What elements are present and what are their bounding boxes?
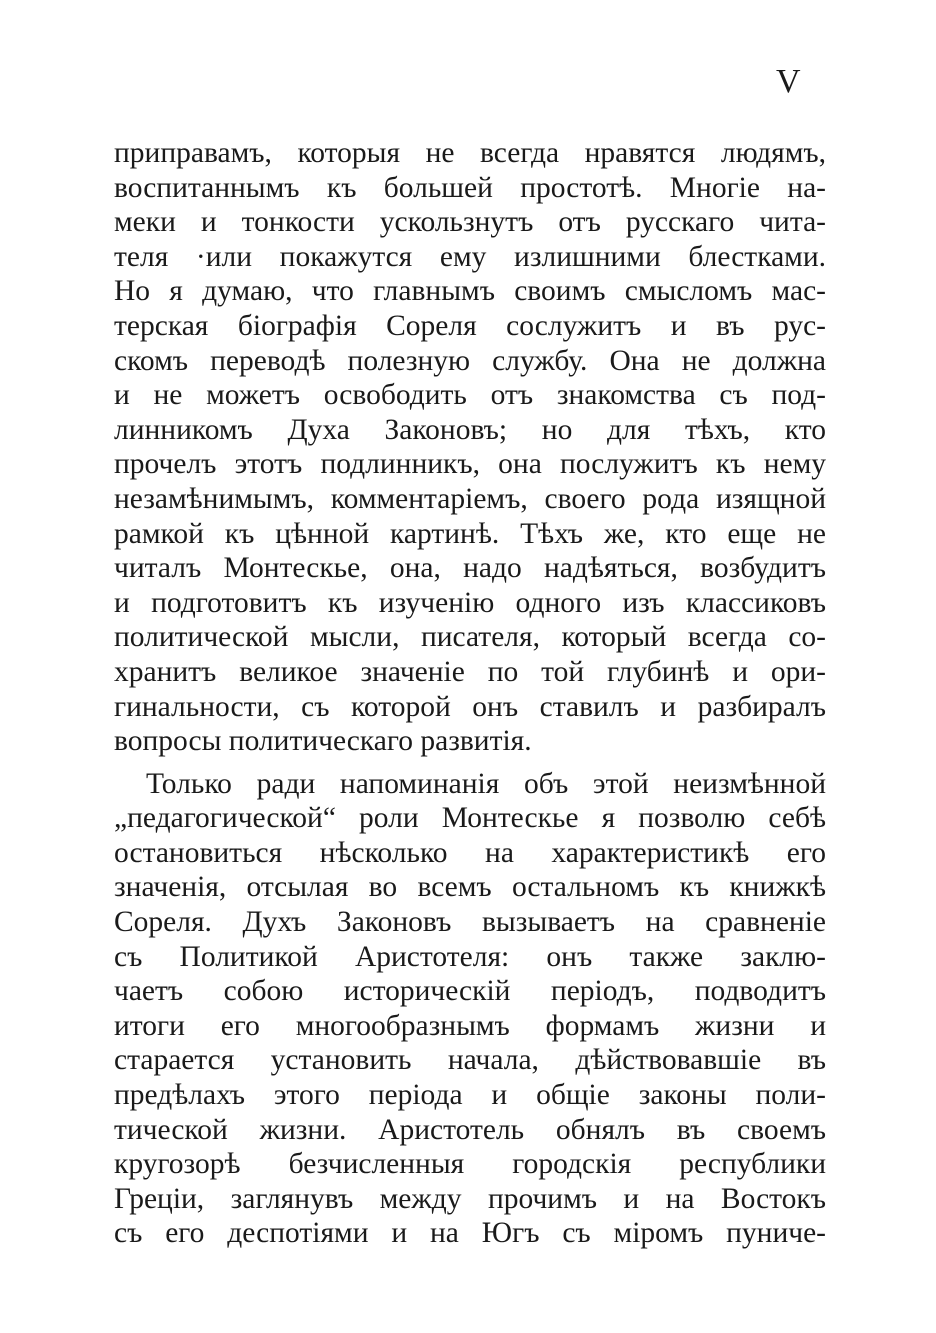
text-line: остановиться нѣсколько на характеристикѣ его <box>114 836 826 869</box>
text-line: Но я думаю, что главнымъ своимъ смысломъ мас- <box>114 275 826 308</box>
text-line: скомъ переводѣ полезную службу. Она не должна <box>114 344 826 377</box>
text-line: рамкой къ цѣнной картинѣ. Тѣхъ же, кто еще не <box>114 517 826 550</box>
text-line: Сореля. Духъ Законовъ вызываетъ на сравненіе <box>114 906 826 939</box>
text-line: „педагогической“ роли Монтескье я позволю себѣ <box>114 802 826 835</box>
text-line: прочелъ этотъ подлинникъ, она послужитъ къ нему <box>114 448 826 481</box>
text-line: политической мысли, писателя, который всегда со- <box>114 621 826 654</box>
text-line: кругозорѣ безчисленныя городскія республики <box>114 1148 826 1181</box>
paragraph-2 <box>114 767 826 1251</box>
text-line: Греціи, заглянувъ между прочимъ и на Востокъ <box>114 1182 826 1215</box>
text-line: линникомъ Духа Законовъ; но для тѣхъ, кто <box>114 413 826 446</box>
text-line: значенія, отсылая во всемъ остальномъ къ книжкѣ <box>114 871 826 904</box>
body-text <box>114 136 826 1251</box>
text-line: вопросы политическаго развитія. <box>114 725 532 758</box>
text-line: гинальности, съ которой онъ ставилъ и разбиралъ <box>114 690 826 723</box>
text-line: съ его деспотіями и на Югъ съ міромъ пуниче- <box>114 1217 826 1250</box>
text-line: тической жизни. Аристотель обнялъ въ своемъ <box>114 1113 826 1146</box>
text-line: воспитаннымъ къ большей простотѣ. Многіе на- <box>114 171 826 204</box>
page-number: V <box>776 63 802 100</box>
text-line: старается установить начала, дѣйствовавшіе въ <box>114 1044 826 1077</box>
text-line: предѣлахъ этого періода и общіе законы поли- <box>114 1079 826 1112</box>
text-line: хранитъ великое значеніе по той глубинѣ и ори- <box>114 655 826 688</box>
text-line: и подготовитъ къ изученію одного изъ классиковъ <box>114 586 826 619</box>
text-line: съ Политикой Аристотеля: онъ также заклю- <box>114 940 826 973</box>
paragraph-1 <box>114 136 826 759</box>
text-line: терская біографія Сореля сослужитъ и въ рус- <box>114 309 826 342</box>
text-line: приправамъ, которыя не всегда нравятся людямъ, <box>114 137 826 169</box>
text-line: Только ради напоминанія объ этой неизмѣнной <box>146 767 826 800</box>
text-line: чаетъ собою историческій періодъ, подводитъ <box>114 975 826 1008</box>
text-line: и не можетъ освободить отъ знакомства съ под- <box>114 379 826 412</box>
text-line: незамѣнимымъ, комментаріемъ, своего рода изящной <box>114 482 826 515</box>
text-line: итоги его многообразнымъ формамъ жизни и <box>114 1009 826 1042</box>
paragraph-gap <box>114 759 826 767</box>
text-line: меки и тонкости ускользнутъ отъ русскаго чита- <box>114 206 826 239</box>
text-line: читалъ Монтескье, она, надо надѣяться, возбудитъ <box>114 552 826 585</box>
text-line: теля ·или покажутся ему излишними блестками. <box>114 240 826 273</box>
